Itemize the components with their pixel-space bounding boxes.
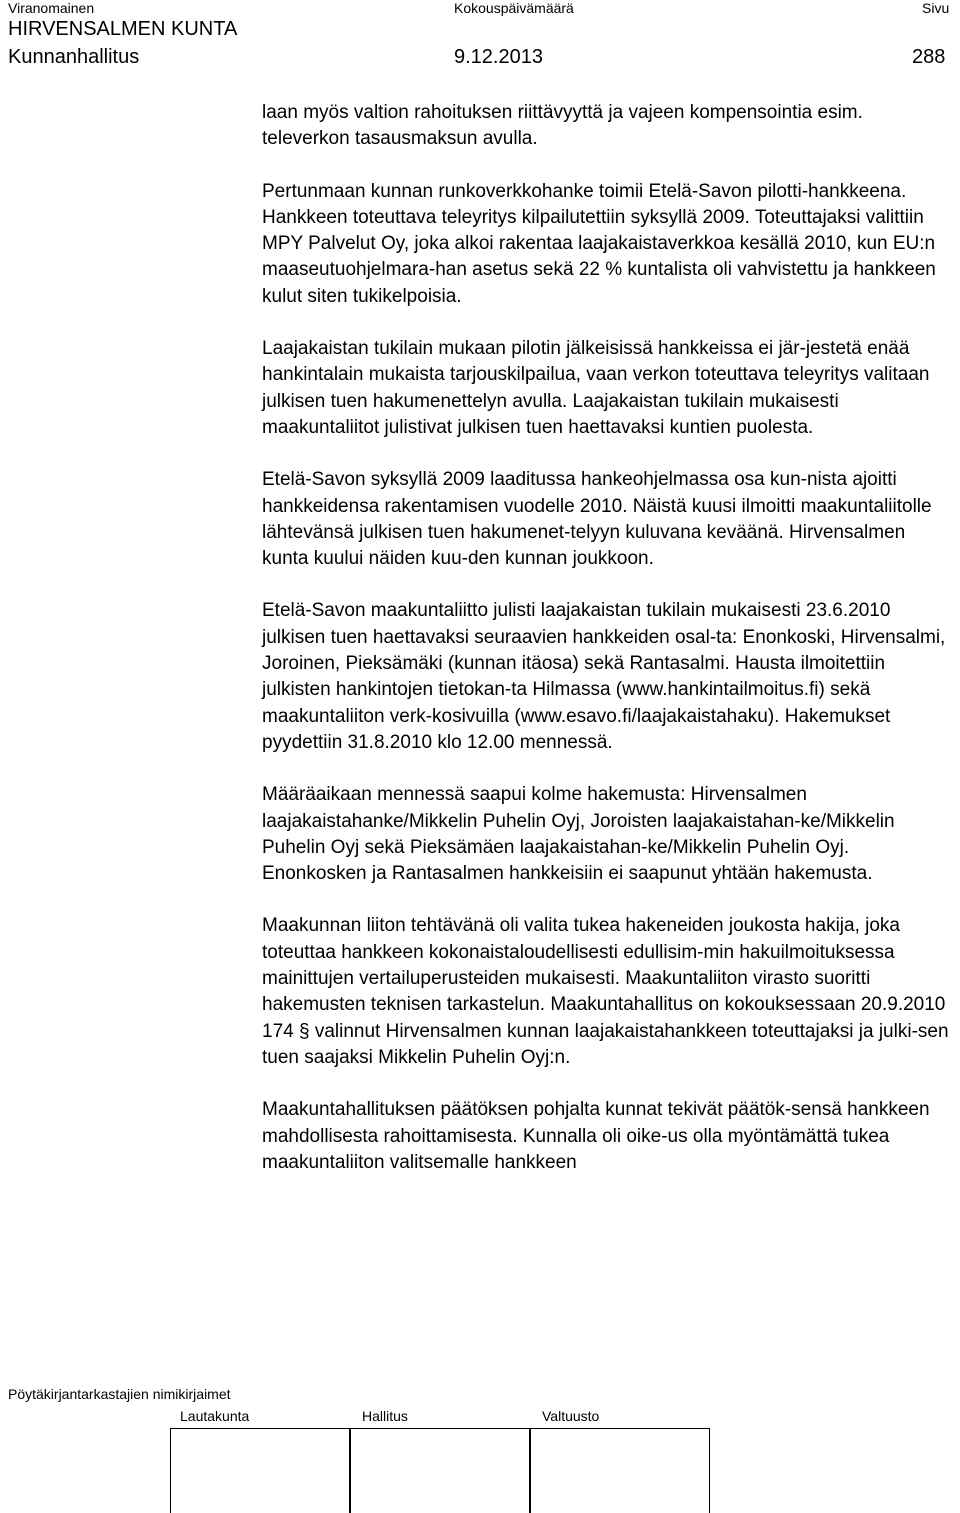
page-label: Sivu — [922, 0, 950, 16]
paragraph: Laajakaistan tukilain mukaan pilotin jälkeisissä hankkeissa ei jär-jestetä enää hankintalain mukaista tarjouskilpailua, vaan verkon toteuttava teleyritys valitaan julkisen tuen hakumenettelyn avulla. Laajakaistan tukilain mukaisesti maakuntaliitot julistivat julkisen tuen haettavaksi kuntien puolesta. — [262, 338, 930, 438]
paragraph: Maakuntahallituksen päätöksen pohjalta kunnat tekivät päätök-sensä hankkeen mahdollisesta rahoittamisesta. Kunnalla oli oike-us olla myöntämättä tukea maakuntaliiton valitsemalle hankkeen — [262, 1099, 930, 1173]
footer-initials-box-valtuusto — [530, 1428, 710, 1513]
footer-title: Pöytäkirjantarkastajien nimikirjaimet — [8, 1386, 231, 1402]
footer-col-lautakunta: Lautakunta — [180, 1408, 250, 1424]
paragraph: Etelä-Savon syksyllä 2009 laaditussa hankeohjelmassa osa kun-nista ajoitti hankkeidensa rakentamisen vuodelle 2010. Näistä kuusi ilmoitti maakuntaliitolle lähtevänsä julkisen tuen hakumenet-telyyn kuluvana keväänä. Hirvensalmen kunta kuului näiden kuu-den kunnan joukkoon. — [262, 469, 932, 570]
municipality-name: HIRVENSALMEN KUNTA — [8, 18, 238, 40]
paragraph: Pertunmaan kunnan runkoverkkohanke toimii Etelä-Savon pilotti-hankkeena. Hankkeen toteuttava teleyritys kilpailutettiin syksyllä 2009. Toteuttajaksi valittiin MPY Palvelut Oy, joka alkoi rakentaa laajakaistaverkkoa kesällä 2010, kun EU:n maaseutuohjelmara-han asetus sekä 22 % kuntalista oli vahvistettu ja hankkeen kulut siten tukikelpoisia. — [262, 180, 936, 307]
paragraph: Maakunnan liiton tehtävänä oli valita tukea hakeneiden joukosta hakija, joka toteuttaa hankkeen kokonaistaloudellisesti edullisim-min hakuilmoituksessa mainittujen vertailuperusteiden mukaisesti. Maakuntaliiton virasto suoritti hakemusten teknisen tarkastelun. Maakuntahallitus on kokouksessaan 20.9.2010 174 § valinnut Hirvensalmen kunnan laajakaistahankkeen toteuttajaksi ja julki-sen tuen saajaksi Mikkelin Puhelin Oyj:n. — [262, 915, 949, 1068]
footer-initials-box-lautakunta — [170, 1428, 350, 1513]
footer-initials-box-hallitus — [350, 1428, 530, 1513]
meeting-date: 9.12.2013 — [454, 46, 543, 68]
paragraph: Etelä-Savon maakuntaliitto julisti laajakaistan tukilain mukaisesti 23.6.2010 julkisen tuen haettavaksi seuraavien hankkeiden osal-ta: Enonkoski, Hirvensalmi, Joroinen, Pieksämäki (kunnan itäosa) sekä Rantasalmi. Hausta ilmoitettiin julkisten hankintojen tietokan-ta Hilmassa (www.hankintailmoitus.fi) sekä maakuntaliiton verk-kosivuilla (www.esavo.fi/laajakaistahaku). Hakemukset pyydettiin 31.8.2010 klo 12.00 mennessä. — [262, 600, 946, 753]
paragraph: Määräaikaan mennessä saapui kolme hakemusta: Hirvensalmen laajakaistahanke/Mikkelin Puhelin Oyj, Joroisten laajakaistahan-ke/Mikkelin Puhelin Oyj sekä Pieksämäen laajakaistahan-ke/Mikkelin Puhelin Oyj. Enonkosken ja Rantasalmen hankkeisiin ei saapunut yhtään hakemusta. — [262, 784, 895, 885]
page-number: 288 — [912, 46, 946, 68]
board-name: Kunnanhallitus — [8, 46, 140, 68]
document-body — [262, 100, 952, 1202]
footer-col-valtuusto: Valtuusto — [542, 1408, 600, 1424]
authority-label: Viranomainen — [8, 0, 95, 16]
footer-col-hallitus: Hallitus — [362, 1408, 408, 1424]
paragraph: laan myös valtion rahoituksen riittävyyttä ja vajeen kompensointia esim. televerkon tasausmaksun avulla. — [262, 102, 863, 150]
meeting-date-label: Kokouspäivämäärä — [454, 0, 574, 16]
